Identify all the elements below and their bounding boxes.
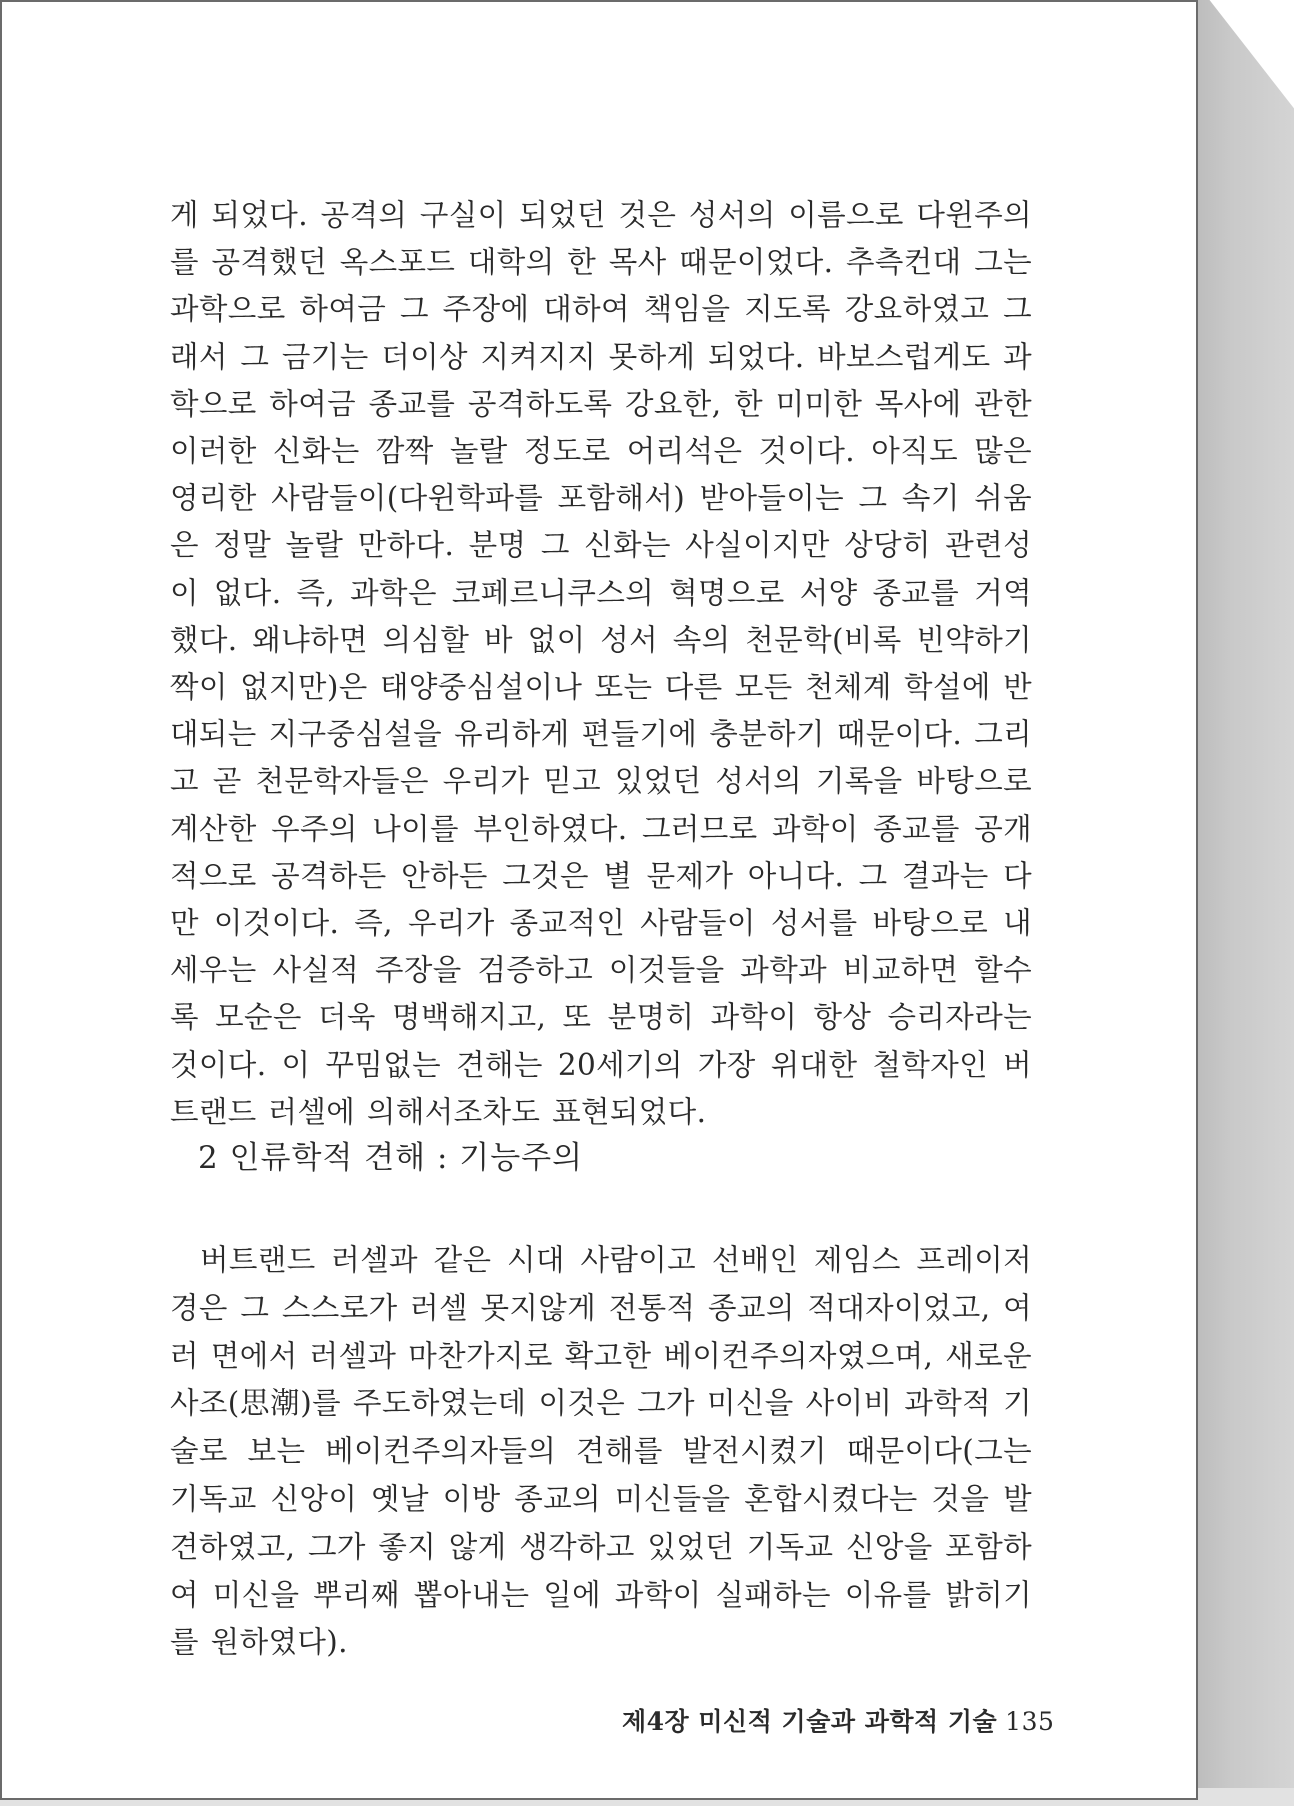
paragraph-text: 게 되었다. 공격의 구실이 되었던 것은 성서의 이름으로 다윈주의를 공격했던 옥스포드 대학의 한 목사 때문이었다. 추측컨대 그는 과학으로 하여금 그 주장에 대하여 책임을 지도록 강요하였고 그래서 그 금기는 더이상 지켜지지 못하게 되었다. 바보스럽게도 과학으로 하여금 종교를 공격하도록 강요한, 한 미미한 목사에 관한 이러한 신화는 깜짝 놀랄 정도로 어리석은 것이다. 아직도 많은 영리한 사람들이(다윈학파를 포함해서) 받아들이는 그 속기 쉬움은 정말 놀랄 만하다. 분명 그 신화는 사실이지만 상당히 관련성이 없다. 즉, 과학은 코페르니쿠스의 혁명으로 서양 종교를 거역했다. 왜냐하면 의심할 바 없이 성서 속의 천문학(비록 빈약하기 짝이 없지만)은 태양중심설이나 또는 다른 모든 천체계 학설에 반대되는 지구중심설을 유리하게 편들기에 충분하기 때문이다. 그리고 곧 천문학자들은 우리가 믿고 있었던 성서의 기록을 바탕으로 계산한 우주의 나이를 부인하였다. 그러므로 과학이 종교를 공개적으로 공격하든 안하든 그것은 별 문제가 아니다. 그 결과는 다만 이것이다. 즉, 우리가 종교적인 사람들이 성서를 바탕으로 내세우는 사실적 주장을 검증하고 이것들을 과학과 비교하면 할수록 모순은 더욱 명백해지고, 또 분명히 과학이 항상 승리자라는 것이다. 이 꾸밈없는 견해는 20세기의 가장 위대한 철학자인 버트랜드 러셀에 의해서조차도 표현되었다. (170, 198, 1032, 1129)
running-footer (622, 1702, 1054, 1738)
section-heading: 2 인류학적 견해 : 기능주의 (198, 1140, 584, 1176)
paragraph-text: 버트랜드 러셀과 같은 시대 사람이고 선배인 제임스 프레이저 경은 그 스스로가 러셀 못지않게 전통적 종교의 적대자이었고, 여러 면에서 러셀과 마찬가지로 확고한 베이컨주의자였으며, 새로운 사조(思潮)를 주도하였는데 이것은 그가 미신을 사이비 과학적 기술로 보는 베이컨주의자들의 견해를 발전시켰기 때문이다(그는 기독교 신앙이 옛날 이방 종교의 미신들을 혼합시켰다는 것을 발견하였고, 그가 좋지 않게 생각하고 있었던 기독교 신앙을 포함하여 미신을 뿌리째 뽑아내는 일에 과학이 실패하는 이유를 밝히기를 원하였다). (170, 1243, 1032, 1660)
body-paragraph-2 (170, 1237, 1032, 1667)
page-number: 135 (1005, 1707, 1055, 1736)
footer-chapter-title: 제4장 미신적 기술과 과학적 기술 (622, 1707, 998, 1736)
page-edge-shadow (1198, 0, 1294, 1806)
body-paragraph-1 (170, 192, 1032, 1136)
